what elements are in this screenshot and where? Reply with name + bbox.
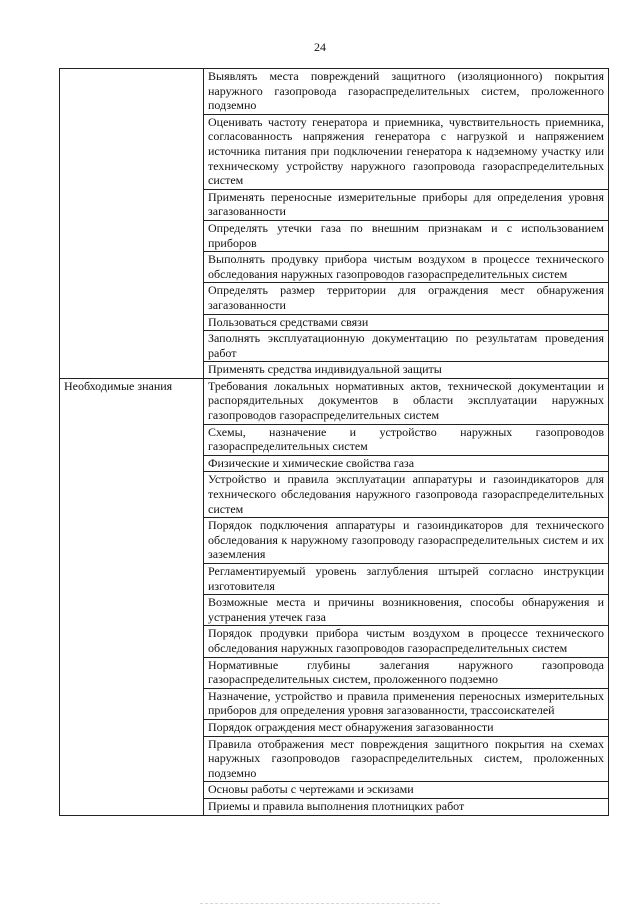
requirement-text: Основы работы с чертежами и эскизами	[208, 782, 414, 797]
requirement-text: Физические и химические свойства газа	[208, 455, 415, 470]
requirement-cell	[204, 564, 609, 595]
requirement-cell	[204, 314, 609, 331]
requirement-cell	[204, 114, 609, 189]
requirement-cell	[204, 424, 609, 455]
requirement-text: Возможные места и причины возникновения, способы обнаружения и устранения утечек газа	[208, 595, 604, 624]
requirement-cell	[204, 736, 609, 782]
section-heading-cell	[60, 69, 204, 379]
requirement-text: Заполнять эксплуатационную документацию по результатам проведения работ	[208, 331, 604, 360]
requirement-text: Оценивать частоту генератора и приемника, чувствительность приемника, согласованность напряжения генератора с нагрузкой и напряжением источника питания при подключении генератора к надземному участку или техническому устройству наружного газопровода газораспределительных систем	[208, 114, 604, 188]
requirement-cell	[204, 362, 609, 379]
requirement-text: Приемы и правила выполнения плотницких работ	[208, 798, 465, 813]
requirement-text: Порядок подключения аппаратуры и газоиндикаторов для технического обследования к наружному газопроводу газораспределительных систем и их заземления	[208, 518, 604, 562]
requirement-cell	[204, 252, 609, 283]
requirement-cell	[204, 378, 609, 424]
requirement-text: Регламентируемый уровень заглубления штырей согласно инструкции изготовителя	[208, 564, 604, 593]
requirement-cell	[204, 220, 609, 251]
competency-table-body	[60, 69, 609, 816]
requirement-text: Нормативные глубины залегания наружного газопровода газораспределительных систем, проложенного подземно	[208, 657, 604, 687]
requirement-cell	[204, 688, 609, 719]
requirement-cell	[204, 455, 609, 472]
requirement-text: Порядок ограждения мест обнаружения загазованности	[208, 719, 494, 734]
requirement-text: Выполнять продувку прибора чистым воздухом в процессе технического обследования наружных газопроводов газораспределительных систем	[208, 252, 604, 281]
requirement-cell	[204, 798, 609, 815]
requirement-text: Выявлять места повреждений защитного (изоляционного) покрытия наружного газопровода газораспределительных систем, проложенного подземно	[208, 69, 604, 113]
requirement-text: Пользоваться средствами связи	[208, 314, 369, 329]
section-heading-cell	[60, 378, 204, 815]
requirement-text: Применять средства индивидуальной защиты	[208, 362, 442, 377]
requirement-cell	[204, 189, 609, 220]
requirement-text: Требования локальных нормативных актов, технической документации и распорядительных документов в области эксплуатации наружных газопроводов газораспределительных систем	[208, 378, 604, 423]
requirement-text: Правила отображения мест повреждения защитного покрытия на схемах наружных газопроводов газораспределительных систем, проложенных подземно	[208, 736, 604, 780]
competency-table	[59, 68, 609, 816]
requirement-cell	[204, 626, 609, 657]
requirement-text: Определять утечки газа по внешним признакам и с использованием приборов	[208, 220, 604, 250]
requirement-text: Устройство и правила эксплуатации аппаратуры и газоиндикаторов для технического обследования наружного газопровода газораспределительных систем	[208, 472, 604, 516]
requirement-cell	[204, 472, 609, 518]
requirement-text: Определять размер территории для ограждения мест обнаружения загазованности	[208, 283, 604, 312]
requirement-text: Назначение, устройство и правила применения переносных измерительных приборов для определения уровня загазованности, трассоискателей	[208, 688, 604, 718]
requirement-cell	[204, 69, 609, 115]
page-number: 24	[314, 40, 326, 54]
requirement-text: Схемы, назначение и устройство наружных газопроводов газораспределительных систем	[208, 424, 604, 454]
requirement-cell	[204, 331, 609, 362]
requirement-cell	[204, 719, 609, 736]
section-heading: Необходимые знания	[64, 378, 173, 393]
requirement-cell	[204, 283, 609, 314]
table-row	[60, 69, 609, 115]
requirement-cell	[204, 595, 609, 626]
requirement-text: Применять переносные измерительные приборы для определения уровня загазованности	[208, 189, 604, 219]
requirement-cell	[204, 518, 609, 564]
requirement-text: Порядок продувки прибора чистым воздухом в процессе технического обследования наружных газопроводов газораспределительных систем	[208, 626, 604, 655]
requirement-cell	[204, 657, 609, 688]
table-row	[60, 378, 609, 424]
requirement-cell	[204, 782, 609, 799]
